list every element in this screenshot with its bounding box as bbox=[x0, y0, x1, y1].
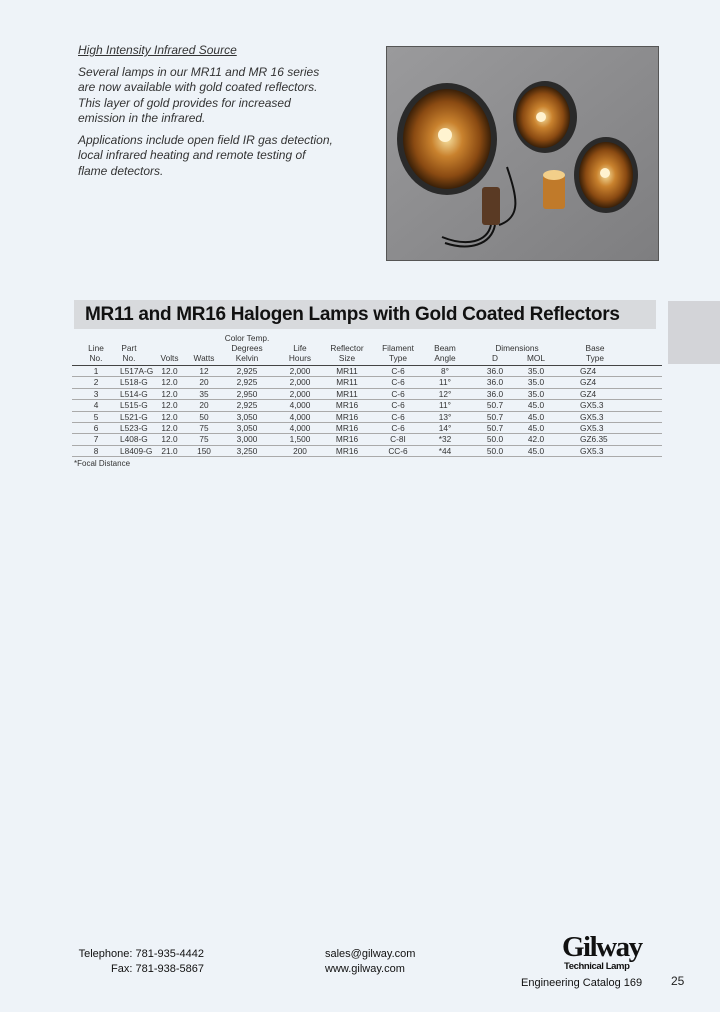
table-cell: MR11 bbox=[336, 388, 358, 399]
table-cell: C-6 bbox=[391, 400, 405, 411]
table-cell: C-6 bbox=[391, 377, 405, 388]
table-cell: 12.0 bbox=[161, 366, 178, 376]
table-cell: MR11 bbox=[336, 366, 358, 376]
table-cell: 3,250 bbox=[236, 445, 258, 456]
footer-phone-block bbox=[72, 947, 204, 977]
table-cell: 35 bbox=[199, 388, 209, 399]
table-cell: C-6 bbox=[391, 388, 405, 399]
table-cell: 20 bbox=[199, 377, 209, 388]
table-cell: 50.0 bbox=[486, 434, 504, 445]
table-cell: 45.0 bbox=[527, 411, 545, 422]
table-cell: 150 bbox=[197, 445, 211, 456]
email-link[interactable]: sales@gilway.com bbox=[325, 948, 416, 960]
header-part-no: Part No. bbox=[121, 343, 137, 363]
table-cell: 42.0 bbox=[527, 434, 545, 445]
telephone: Telephone: 781-935-4442 bbox=[78, 948, 204, 960]
table-cell: 11° bbox=[439, 400, 451, 411]
table-cell: 4,000 bbox=[289, 422, 311, 433]
table-cell: C-6 bbox=[391, 411, 405, 422]
table-cell: MR16 bbox=[335, 422, 359, 433]
table-cell: GX5.3 bbox=[580, 400, 604, 411]
table-cell: 6 bbox=[93, 422, 99, 433]
table-cell: 12.0 bbox=[161, 422, 178, 433]
intro-paragraph-1: Several lamps in our MR11 and MR 16 series are now available with gold coated reflectors. This layer of gold provides for increased emission in the infrared. bbox=[78, 64, 320, 125]
table-cell: 4 bbox=[93, 400, 99, 411]
table-cell: 2,000 bbox=[289, 366, 311, 376]
table-cell: 14° bbox=[438, 422, 452, 433]
table-cell: 4,000 bbox=[289, 400, 311, 411]
table-cell: 12.0 bbox=[161, 434, 178, 445]
table-cell: MR11 bbox=[336, 377, 358, 388]
header-dimensions: Dimensions bbox=[495, 343, 539, 353]
table-cell: 20 bbox=[199, 400, 209, 411]
header-dim-mol: MOL bbox=[527, 353, 545, 363]
table-cell: 2,950 bbox=[236, 388, 258, 399]
fax: Fax: 781-938-5867 bbox=[111, 963, 204, 975]
table-cell: 50.7 bbox=[486, 422, 504, 433]
table-cell: 35.0 bbox=[527, 388, 545, 399]
table-cell: 36.0 bbox=[486, 366, 504, 376]
table-cell: C-6 bbox=[391, 366, 405, 376]
table-cell: 3,050 bbox=[236, 411, 258, 422]
table-cell: 4,000 bbox=[289, 411, 311, 422]
intro-heading: High Intensity Infrared Source bbox=[78, 43, 237, 57]
gilway-logo bbox=[556, 933, 652, 975]
table-cell: C-6 bbox=[391, 422, 405, 433]
table-cell: 12.0 bbox=[161, 388, 178, 399]
header-color-temp: Color Temp. Degrees Kelvin bbox=[224, 333, 270, 363]
table-cell: L515-G bbox=[120, 400, 148, 411]
table-cell: 45.0 bbox=[527, 422, 545, 433]
table-cell: 8° bbox=[441, 366, 449, 376]
table-cell: 45.0 bbox=[527, 400, 545, 411]
logo-tagline: Technical Lamp bbox=[564, 961, 630, 972]
intro-text bbox=[78, 43, 338, 185]
table-row bbox=[72, 412, 662, 423]
table-cell: 50.7 bbox=[486, 411, 504, 422]
lamp-table bbox=[72, 331, 662, 468]
table-cell: 1 bbox=[93, 366, 99, 376]
table-cell: L408-G bbox=[120, 434, 148, 445]
table-cell: 75 bbox=[199, 434, 209, 445]
table-row bbox=[72, 400, 662, 411]
table-cell: MR16 bbox=[335, 434, 359, 445]
table-cell: 2,925 bbox=[236, 400, 258, 411]
table-cell: GX5.3 bbox=[580, 445, 604, 456]
table-cell: 45.0 bbox=[527, 445, 545, 456]
table-cell: 36.0 bbox=[486, 388, 504, 399]
table-cell: 50.0 bbox=[486, 445, 504, 456]
table-cell: 8 bbox=[93, 445, 99, 456]
table-cell: 2,000 bbox=[289, 377, 311, 388]
table-cell: 7 bbox=[93, 434, 99, 445]
table-cell: GZ4 bbox=[580, 366, 597, 376]
table-cell: 200 bbox=[293, 445, 307, 456]
table-row bbox=[72, 423, 662, 434]
table-cell: 2,000 bbox=[289, 388, 311, 399]
table-cell: MR16 bbox=[335, 400, 359, 411]
table-cell: 21.0 bbox=[161, 445, 178, 456]
table-row bbox=[72, 389, 662, 400]
intro-paragraph-2: Applications include open field IR gas detection, local infrared heating and remote testing of flame detectors. bbox=[78, 132, 333, 178]
footer-web-block bbox=[325, 947, 415, 977]
page-number: 25 bbox=[671, 974, 685, 988]
header-volts: Volts bbox=[160, 353, 179, 363]
table-cell: 12.0 bbox=[161, 377, 178, 388]
table-cell: 12 bbox=[199, 366, 209, 376]
table-cell: C-8I bbox=[390, 434, 406, 445]
header-life-hours: Life Hours bbox=[288, 343, 312, 363]
table-cell: 2 bbox=[93, 377, 99, 388]
header-line-no: Line No. bbox=[88, 343, 104, 363]
website-link[interactable]: www.gilway.com bbox=[325, 963, 405, 975]
table-cell: 3 bbox=[93, 388, 99, 399]
table-cell: 12.0 bbox=[161, 400, 178, 411]
table-cell: GZ4 bbox=[580, 388, 597, 399]
side-tab bbox=[668, 301, 720, 364]
table-cell: 36.0 bbox=[486, 377, 504, 388]
table-cell: L514-G bbox=[120, 388, 148, 399]
table-cell: GZ6.35 bbox=[580, 434, 608, 445]
header-beam-angle: Beam Angle bbox=[434, 343, 456, 363]
table-cell: L8409-G bbox=[120, 445, 153, 456]
table-cell: 35.0 bbox=[527, 366, 545, 376]
table-row bbox=[72, 366, 662, 377]
table-cell: GX5.3 bbox=[580, 422, 604, 433]
table-cell: 11° bbox=[439, 377, 451, 388]
table-row bbox=[72, 446, 662, 457]
table-cell: 3,050 bbox=[236, 422, 258, 433]
logo-wordmark: Gilway bbox=[562, 931, 642, 963]
table-cell: 1,500 bbox=[289, 434, 311, 445]
table-cell: 50 bbox=[199, 411, 209, 422]
table-cell: L517A-G bbox=[120, 366, 154, 376]
table-cell: GZ4 bbox=[580, 377, 597, 388]
table-body bbox=[72, 366, 662, 457]
catalog-label: Engineering Catalog 169 bbox=[521, 977, 643, 989]
table-cell: L518-G bbox=[120, 377, 148, 388]
table-cell: 12° bbox=[438, 388, 452, 399]
table-cell: CC-6 bbox=[388, 445, 408, 456]
table-row bbox=[72, 377, 662, 388]
header-dim-d: D bbox=[492, 353, 498, 363]
table-cell: L521-G bbox=[120, 411, 148, 422]
header-reflector-size: Reflector Size bbox=[330, 343, 364, 363]
table-cell: MR16 bbox=[335, 411, 359, 422]
table-cell: 2,925 bbox=[236, 377, 258, 388]
table-cell: 13° bbox=[438, 411, 452, 422]
header-filament-type: Filament Type bbox=[382, 343, 414, 363]
table-footnote: *Focal Distance bbox=[74, 459, 131, 469]
table-cell: 2,925 bbox=[236, 366, 258, 376]
table-cell: 12.0 bbox=[161, 411, 178, 422]
gold-reflector-lamps-photo bbox=[386, 46, 659, 261]
table-row bbox=[72, 434, 662, 445]
table-cell: 75 bbox=[199, 422, 209, 433]
header-base-type: Base Type bbox=[585, 343, 605, 363]
table-cell: 35.0 bbox=[527, 377, 545, 388]
table-cell: *32 bbox=[438, 434, 452, 445]
table-cell: 50.7 bbox=[486, 400, 504, 411]
section-title-bar bbox=[74, 300, 656, 329]
table-header bbox=[72, 331, 662, 366]
table-cell: 5 bbox=[93, 411, 99, 422]
table-cell: MR16 bbox=[335, 445, 359, 456]
table-cell: L523-G bbox=[120, 422, 148, 433]
table-cell: 3,000 bbox=[236, 434, 258, 445]
table-cell: *44 bbox=[438, 445, 452, 456]
section-title: MR11 and MR16 Halogen Lamps with Gold Coated Reflectors bbox=[85, 304, 620, 325]
header-watts: Watts bbox=[193, 353, 215, 363]
table-cell: GX5.3 bbox=[580, 411, 604, 422]
